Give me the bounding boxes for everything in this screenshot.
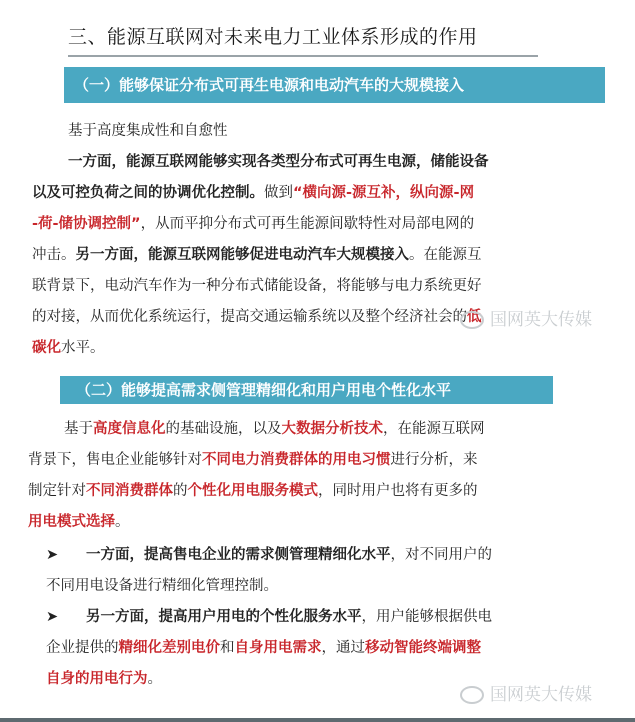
section-heading-2: （二）能够提高需求侧管理精细化和用户用电个性化水平 <box>60 376 553 404</box>
red-highlight: 不同消费群体 <box>86 483 173 499</box>
paragraph-line <box>28 507 620 538</box>
text: 制定针对 <box>28 483 86 499</box>
red-highlight: 精细化差别电价 <box>118 640 220 656</box>
bullet-list <box>46 540 621 695</box>
paragraph-line <box>32 178 617 209</box>
bullet-item-1-cont: 不同用电设备进行精细化管理控制。 <box>46 578 278 594</box>
red-highlight: 高度信息化 <box>93 421 166 437</box>
section-2-body <box>28 414 620 538</box>
paragraph-line <box>32 147 617 178</box>
arrow-bullet-icon: ➤ <box>46 547 59 563</box>
bold-text: 一方面，提高售电企业的需求侧管理精细化水平 <box>86 547 391 563</box>
bold-text: 另一方面，提高用户用电的个性化服务水平 <box>86 609 362 625</box>
bold-text: 另一方面，能源互联网能够促进电动汽车大规模接入 <box>75 247 409 263</box>
bold-text: 以及可控负荷之间的协调优化控制。 <box>32 185 264 201</box>
bottom-border <box>0 718 635 722</box>
red-highlight: 自身用电需求 <box>234 640 322 656</box>
paragraph-line <box>28 445 620 476</box>
red-highlight: “横向源-源互补，纵向源-网 <box>293 185 475 201</box>
text: 。在能源互 <box>409 247 482 263</box>
text: ，在能源互联网 <box>383 421 485 437</box>
red-highlight: 移动智能终端调整 <box>365 640 481 656</box>
paragraph-line <box>32 209 617 240</box>
red-highlight: 自身的用电行为 <box>46 671 148 687</box>
red-highlight: 低 <box>467 309 482 325</box>
watermark <box>460 680 592 705</box>
red-highlight: 不同电力消费群体的用电习惯 <box>202 452 391 468</box>
paragraph-line <box>32 333 617 364</box>
text: 的 <box>173 483 188 499</box>
section-heading-1: （一）能够保证分布式可再生电源和电动汽车的大规模接入 <box>64 67 605 103</box>
watermark <box>460 305 592 330</box>
red-highlight: 个性化用电服务模式 <box>187 483 318 499</box>
text: 。 <box>147 671 162 687</box>
text: 做到 <box>264 185 293 201</box>
paragraph-line <box>32 240 617 271</box>
text: 的基础设施，以及 <box>165 421 282 437</box>
wechat-icon <box>460 311 484 329</box>
red-highlight: 用电模式选择 <box>28 514 115 530</box>
watermark-text: 国网英大传媒 <box>490 310 592 330</box>
page-title: 三、能源互联网对未来电力工业体系形成的作用 <box>68 26 478 48</box>
red-highlight: 碳化 <box>32 340 61 356</box>
bullet-item-2-cont <box>46 633 621 664</box>
text: ，对不同用户的 <box>390 547 492 563</box>
bullet-item-2 <box>46 602 621 633</box>
bullet-item-1 <box>46 540 621 571</box>
wechat-icon <box>460 686 484 704</box>
text: 的对接，从而优化系统运行，提高交通运输系统以及整个经济社会的 <box>32 309 467 325</box>
paragraph-line <box>28 476 620 507</box>
text: ，通过 <box>321 640 365 656</box>
text: 背景下，售电企业能够针对 <box>28 452 202 468</box>
text: 水平。 <box>61 340 105 356</box>
red-highlight: 大数据分析技术 <box>281 421 383 437</box>
text: 进行分析，来 <box>390 452 478 468</box>
text: ，同时用户也将有更多的 <box>318 483 478 499</box>
paragraph-line: 联背景下，电动汽车作为一种分布式储能设备，将能够与电力系统更好 <box>32 278 482 294</box>
text: ，从而平抑分布式可再生能源间歇特性对局部电网的 <box>140 216 475 232</box>
bold-text: 一方面，能源互联网能够实现各类型分布式可再生电源，储能设备 <box>68 154 489 170</box>
red-highlight: -荷-储协调控制” <box>32 216 141 232</box>
text: 基于 <box>64 421 93 437</box>
text: 。 <box>115 514 130 530</box>
arrow-bullet-icon: ➤ <box>46 609 59 625</box>
intro-line: 基于高度集成性和自愈性 <box>68 123 228 139</box>
watermark-text: 国网英大传媒 <box>490 685 592 705</box>
text: 冲击。 <box>32 247 76 263</box>
text: ，用户能够根据供电 <box>361 609 492 625</box>
text: 和 <box>220 640 235 656</box>
paragraph-line <box>28 414 620 445</box>
text: 企业提供的 <box>46 640 119 656</box>
title-underline <box>68 55 538 57</box>
